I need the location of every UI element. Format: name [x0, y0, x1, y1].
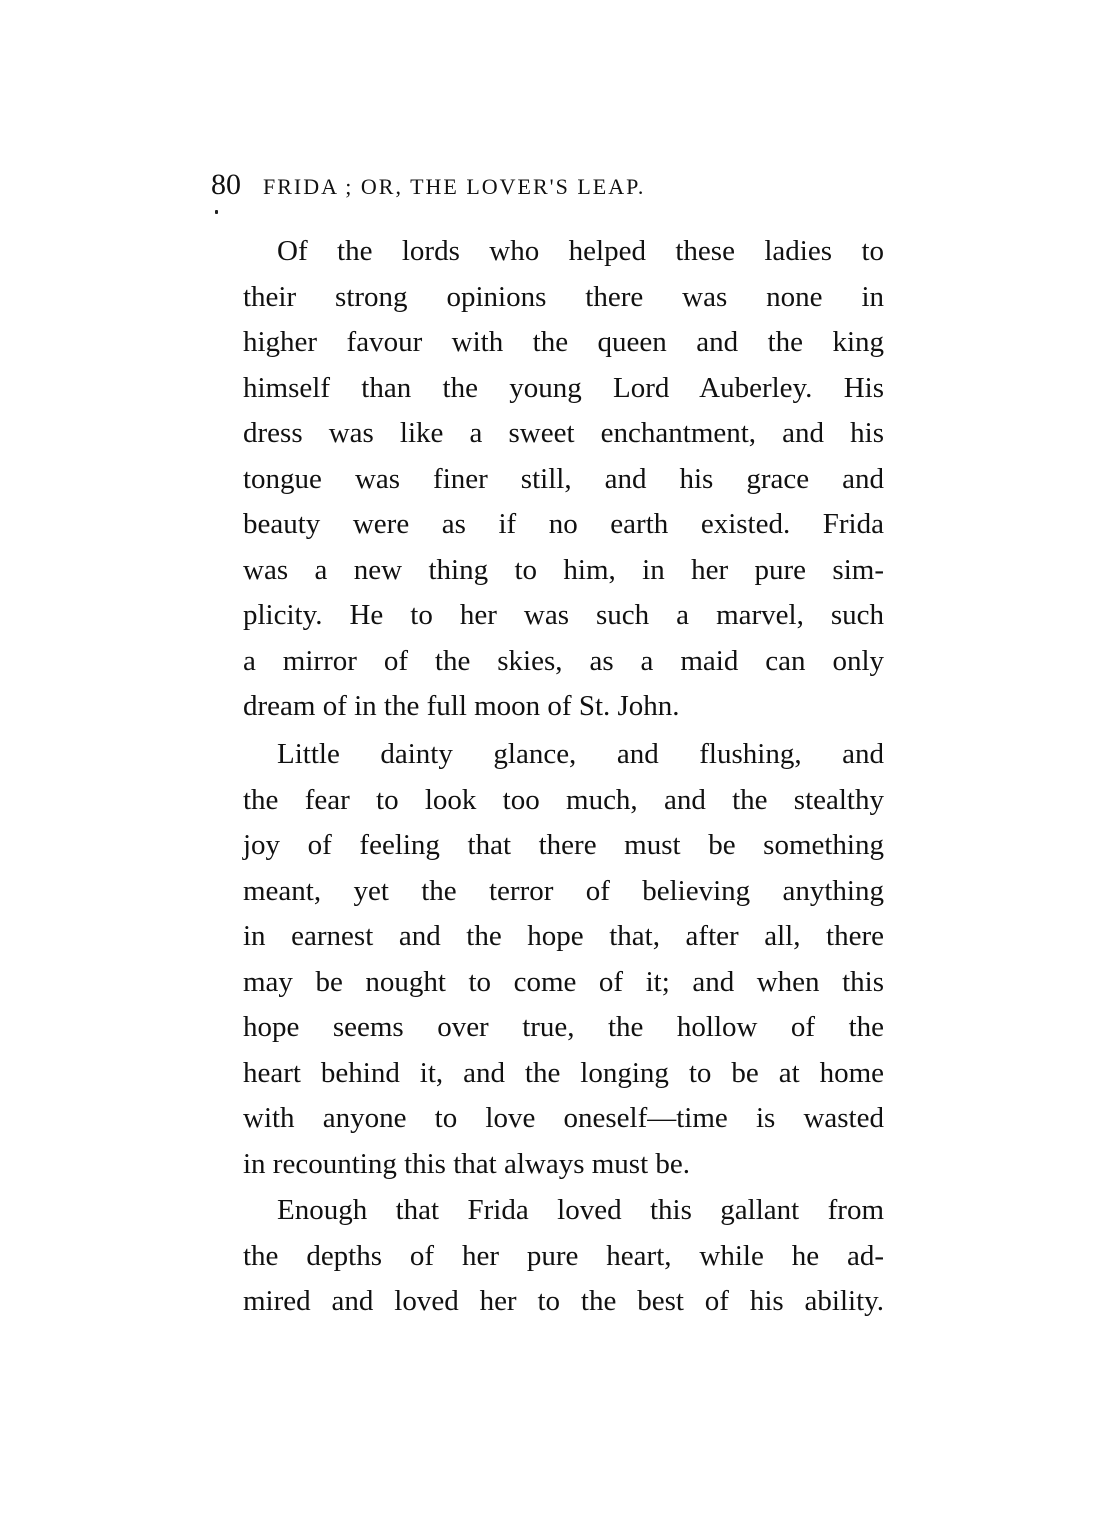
text-line: Enough that Frida loved this gallant from	[277, 1194, 884, 1226]
page-number: 80	[211, 168, 241, 201]
text-line: dream of in the full moon of St. John.	[243, 690, 680, 722]
text-line: dress was like a sweet enchantment, and his	[243, 417, 884, 449]
text-line: Little dainty glance, and flushing, and	[277, 738, 884, 770]
print-speck	[215, 210, 218, 214]
text-line: was a new thing to him, in her pure sim-	[243, 553, 884, 586]
text-line: their strong opinions there was none in	[243, 280, 884, 313]
text-line: higher favour with the queen and the king	[243, 326, 884, 358]
text-line: may be nought to come of it; and when this	[243, 965, 884, 998]
page-header	[211, 168, 891, 208]
paragraph-2	[243, 732, 884, 1187]
text-line: in recounting this that always must be.	[243, 1147, 691, 1180]
text-line: the depths of her pure heart, while he ad-	[243, 1239, 884, 1272]
text-line: joy of feeling that there must be something	[243, 829, 884, 861]
text-line: tongue was finer still, and his grace and	[243, 462, 884, 495]
running-title: FRIDA ; OR, THE LOVER'S LEAP.	[263, 174, 646, 199]
text-line: beauty were as if no earth existed. Frida	[243, 508, 884, 540]
text-line: himself than the young Lord Auberley. His	[243, 371, 884, 404]
text-line: a mirror of the skies, as a maid can only	[243, 644, 884, 677]
text-line: Of the lords who helped these ladies to	[277, 235, 884, 267]
text-line: hope seems over true, the hollow of the	[243, 1011, 884, 1043]
text-line: the fear to look too much, and the stealthy	[243, 783, 884, 816]
text-line: mired and loved her to the best of his ability.	[243, 1285, 884, 1317]
paragraph-1	[243, 229, 884, 730]
paragraph-3	[243, 1188, 884, 1325]
text-line: meant, yet the terror of believing anything	[243, 874, 884, 907]
text-line: heart behind it, and the longing to be at home	[243, 1056, 884, 1089]
text-line: in earnest and the hope that, after all, there	[243, 920, 884, 952]
text-line: with anyone to love oneself—time is wasted	[243, 1102, 884, 1134]
text-line: plicity. He to her was such a marvel, such	[243, 599, 884, 631]
